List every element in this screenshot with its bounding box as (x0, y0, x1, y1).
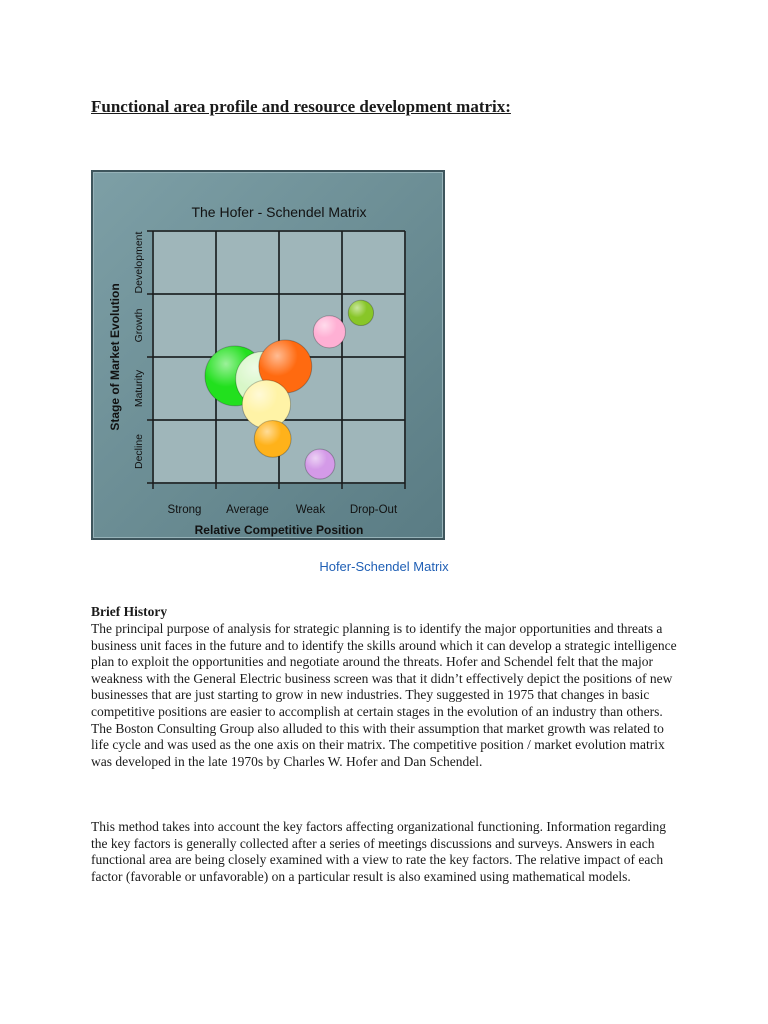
grid-cell (154, 295, 215, 356)
grid-cell (154, 232, 215, 293)
history-paragraph: The principal purpose of analysis for strategic planning is to identify the major opportunities and threats a business unit faces in the future and to identify the skills around which it can develop a strategic intelligence plan to exploit the opportunities and negotiate around the threats. Hofer and Schendel felt that the major weakness with the General Electric business screen was that it didn’t effectively depict the positions of new businesses that are just starting to grow in new industries. They suggested in 1975 that changes in basic competitive positions are easier to accomplish at certain stages in the evolution of an industry than others. The Boston Consulting Group also alluded to this with their assumption that market growth was related to life cycle and was used as the one axis on their matrix. The competitive position / market evolution matrix was developed in the late 1970s by Charles W. Hofer and Dan Schendel. (91, 621, 677, 769)
grid-cell (154, 421, 215, 482)
bubble-highlight (313, 316, 345, 348)
y-tick-label: Maturity (133, 369, 145, 408)
grid-cell (343, 358, 404, 419)
section-subheading: Brief History (91, 604, 168, 619)
x-tick-label: Drop-Out (349, 504, 398, 516)
method-paragraph: This method takes into account the key factors affecting organizational functioning. Information regarding the key factors is generally collected after a series of meetings discussions and surveys. Answers in each functional area are being closely examined with a view to rate the key factors. The relative impact of each factor (favorable or unfavorable) on a particular result is also examined using mathematical models. (91, 819, 666, 884)
x-axis-label: Relative Competitive Position (194, 523, 364, 537)
bubble-highlight (348, 300, 373, 325)
chart-title: The Hofer - Schendel Matrix (191, 204, 367, 220)
figure-caption: Hofer-Schendel Matrix (319, 559, 449, 574)
x-tick-label: Average (226, 504, 269, 516)
y-tick-label: Decline (133, 433, 145, 470)
page-heading: Functional area profile and resource development matrix: (91, 97, 511, 116)
bubble-highlight (254, 421, 291, 458)
y-axis-label: Stage of Market Evolution (108, 283, 122, 431)
x-tick-label: Weak (295, 504, 326, 516)
bubble-highlight (305, 449, 335, 479)
y-tick-label: Development (133, 231, 145, 294)
grid-cell (343, 232, 404, 293)
hofer-schendel-matrix-figure (91, 170, 445, 540)
x-tick-label: Strong (167, 504, 202, 516)
grid-cell (217, 232, 278, 293)
y-tick-label: Growth (133, 308, 145, 343)
grid-cell (280, 232, 341, 293)
grid-cell (343, 421, 404, 482)
matrix-chart (93, 172, 443, 538)
